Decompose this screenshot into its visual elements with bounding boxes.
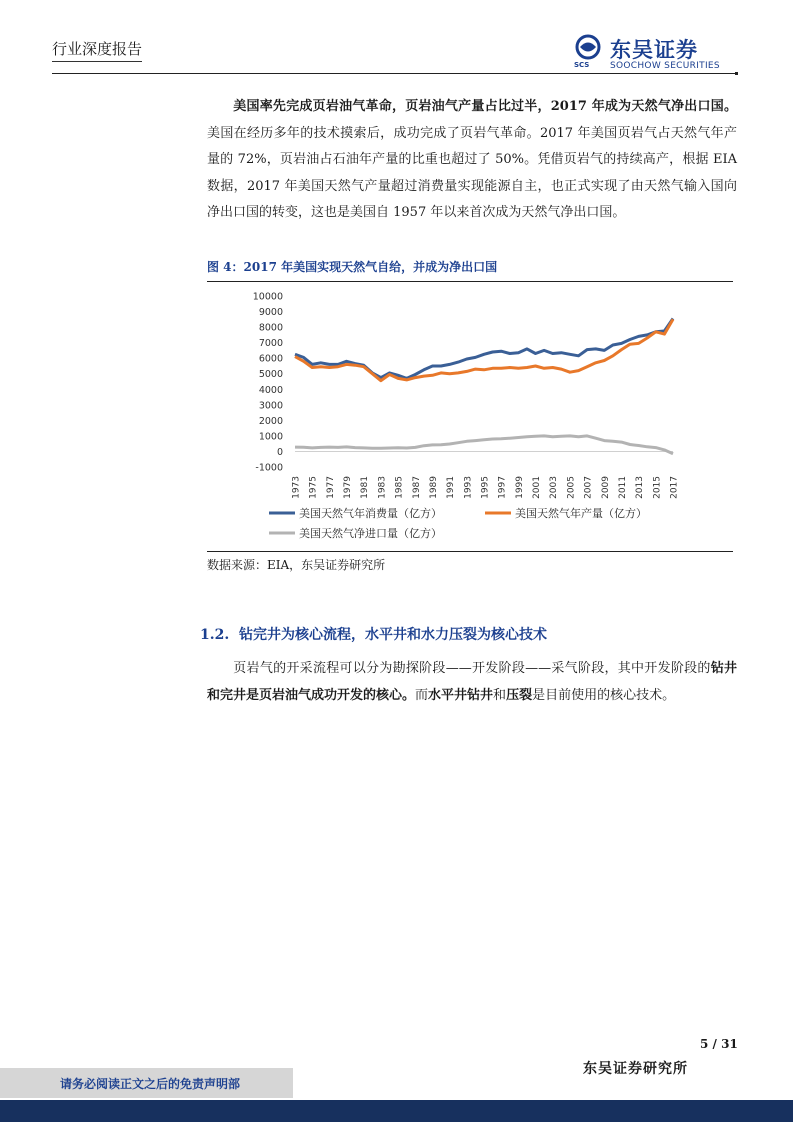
x-tick-label: 1987 (411, 476, 422, 499)
y-tick-label: 10000 (252, 291, 283, 303)
x-tick-label: 1995 (480, 476, 491, 499)
x-tick-label: 1985 (394, 476, 405, 499)
para2-text-3: 和 (493, 687, 507, 703)
footer-color-band (0, 1100, 793, 1122)
y-tick-label: 2000 (258, 415, 283, 427)
report-type-label: 行业深度报告 (52, 38, 142, 62)
x-tick-label: 2017 (669, 476, 680, 499)
header-divider-tick (735, 72, 738, 75)
y-tick-label: 7000 (258, 338, 283, 350)
logo-english-name: SOOCHOW SECURITIES (610, 61, 720, 71)
y-tick-label: 0 (276, 446, 283, 458)
legend-label: 美国天然气年产量（亿方） (515, 507, 647, 520)
paragraph-lead-bold: 美国率先完成页岩油气革命，页岩油气产量占比过半，2017 年成为天然气净出口国。 (233, 99, 737, 114)
paragraph-shale-revolution (207, 94, 737, 227)
figure-caption: 图 4：2017 年美国实现天然气自给，并成为净出口国 (207, 260, 498, 274)
header-divider (52, 73, 738, 74)
y-tick-label: 3000 (258, 400, 283, 412)
y-tick-label: 5000 (258, 369, 283, 381)
x-tick-label: 1983 (377, 476, 388, 499)
x-tick-label: 1977 (325, 476, 336, 499)
x-tick-label: 2011 (617, 476, 628, 499)
page-number: 5 / 31 (700, 1037, 738, 1051)
para2-bold-2: 水平井钻井 (428, 687, 494, 703)
x-tick-label: 2015 (652, 476, 663, 499)
disclaimer-text: 请务必阅读正文之后的免责声明部 (60, 1077, 241, 1091)
x-tick-label: 2009 (600, 476, 611, 499)
x-tick-label: 1989 (428, 476, 439, 499)
x-tick-label: 1979 (343, 476, 354, 499)
y-tick-label: 9000 (258, 307, 283, 319)
paragraph-body: 美国在经历多年的技术摸索后，成功完成了页岩气革命。2017 年美国页岩气占天然气年产量的 72%，页岩油占石油年产量的比重也超过了 50%。凭借页岩气的持续高产，根据 EIA 数据，2017 年美国天然气产量超过消费量实现能源自主，也正式实现了由天然气输入国向净出口国的转变，这也是美国自 1957 年以来首次成为天然气净出口国。 (207, 125, 737, 220)
para2-text-2: 而 (415, 687, 429, 703)
gas-balance-line-chart (207, 284, 733, 548)
figure-top-rule (207, 281, 733, 282)
legend-label: 美国天然气年消费量（亿方） (299, 507, 442, 520)
para2-bold-3: 压裂 (506, 687, 533, 703)
para2-text-4: 是目前使用的核心技术。 (532, 687, 676, 703)
footer-organization: 东吴证券研究所 (583, 1061, 688, 1077)
y-tick-label: 4000 (258, 384, 283, 396)
logo-chinese-name: 东吴证券 (610, 38, 698, 62)
y-tick-label: -1000 (255, 462, 283, 474)
x-tick-label: 1975 (308, 476, 319, 499)
figure-source-note: 数据来源：EIA，东吴证券研究所 (207, 558, 386, 572)
x-tick-label: 1993 (463, 476, 474, 499)
legend-label: 美国天然气净进口量（亿方） (299, 527, 442, 540)
y-tick-label: 8000 (258, 322, 283, 334)
x-tick-label: 1991 (446, 476, 457, 499)
x-tick-label: 2005 (566, 476, 577, 499)
x-tick-label: 2013 (635, 476, 646, 499)
section-heading (200, 624, 547, 644)
section-title: 钻完井为核心流程，水平井和水力压裂为核心技术 (238, 627, 547, 643)
x-tick-label: 1973 (291, 476, 302, 499)
paragraph-core-techniques (207, 656, 737, 709)
y-tick-label: 6000 (258, 353, 283, 365)
x-tick-label: 2003 (549, 476, 560, 499)
figure-bottom-rule (207, 551, 733, 552)
company-logo (570, 34, 740, 74)
y-tick-label: 1000 (258, 431, 283, 443)
x-tick-label: 1999 (514, 476, 525, 499)
para2-bold-1: 钻井和完井是页岩油气成功开发的核心。 (207, 661, 737, 703)
x-tick-label: 1981 (360, 476, 371, 499)
section-number: 1.2. (200, 627, 230, 643)
para2-text-1: 页岩气的开采流程可以分为勘探阶段——开发阶段——采气阶段，其中开发阶段的 (233, 661, 711, 676)
logo-mark-text: SCS (574, 61, 590, 69)
series-line-1 (295, 319, 673, 380)
x-tick-label: 2001 (532, 476, 543, 499)
x-tick-label: 1997 (497, 476, 508, 499)
x-tick-label: 2007 (583, 476, 594, 499)
